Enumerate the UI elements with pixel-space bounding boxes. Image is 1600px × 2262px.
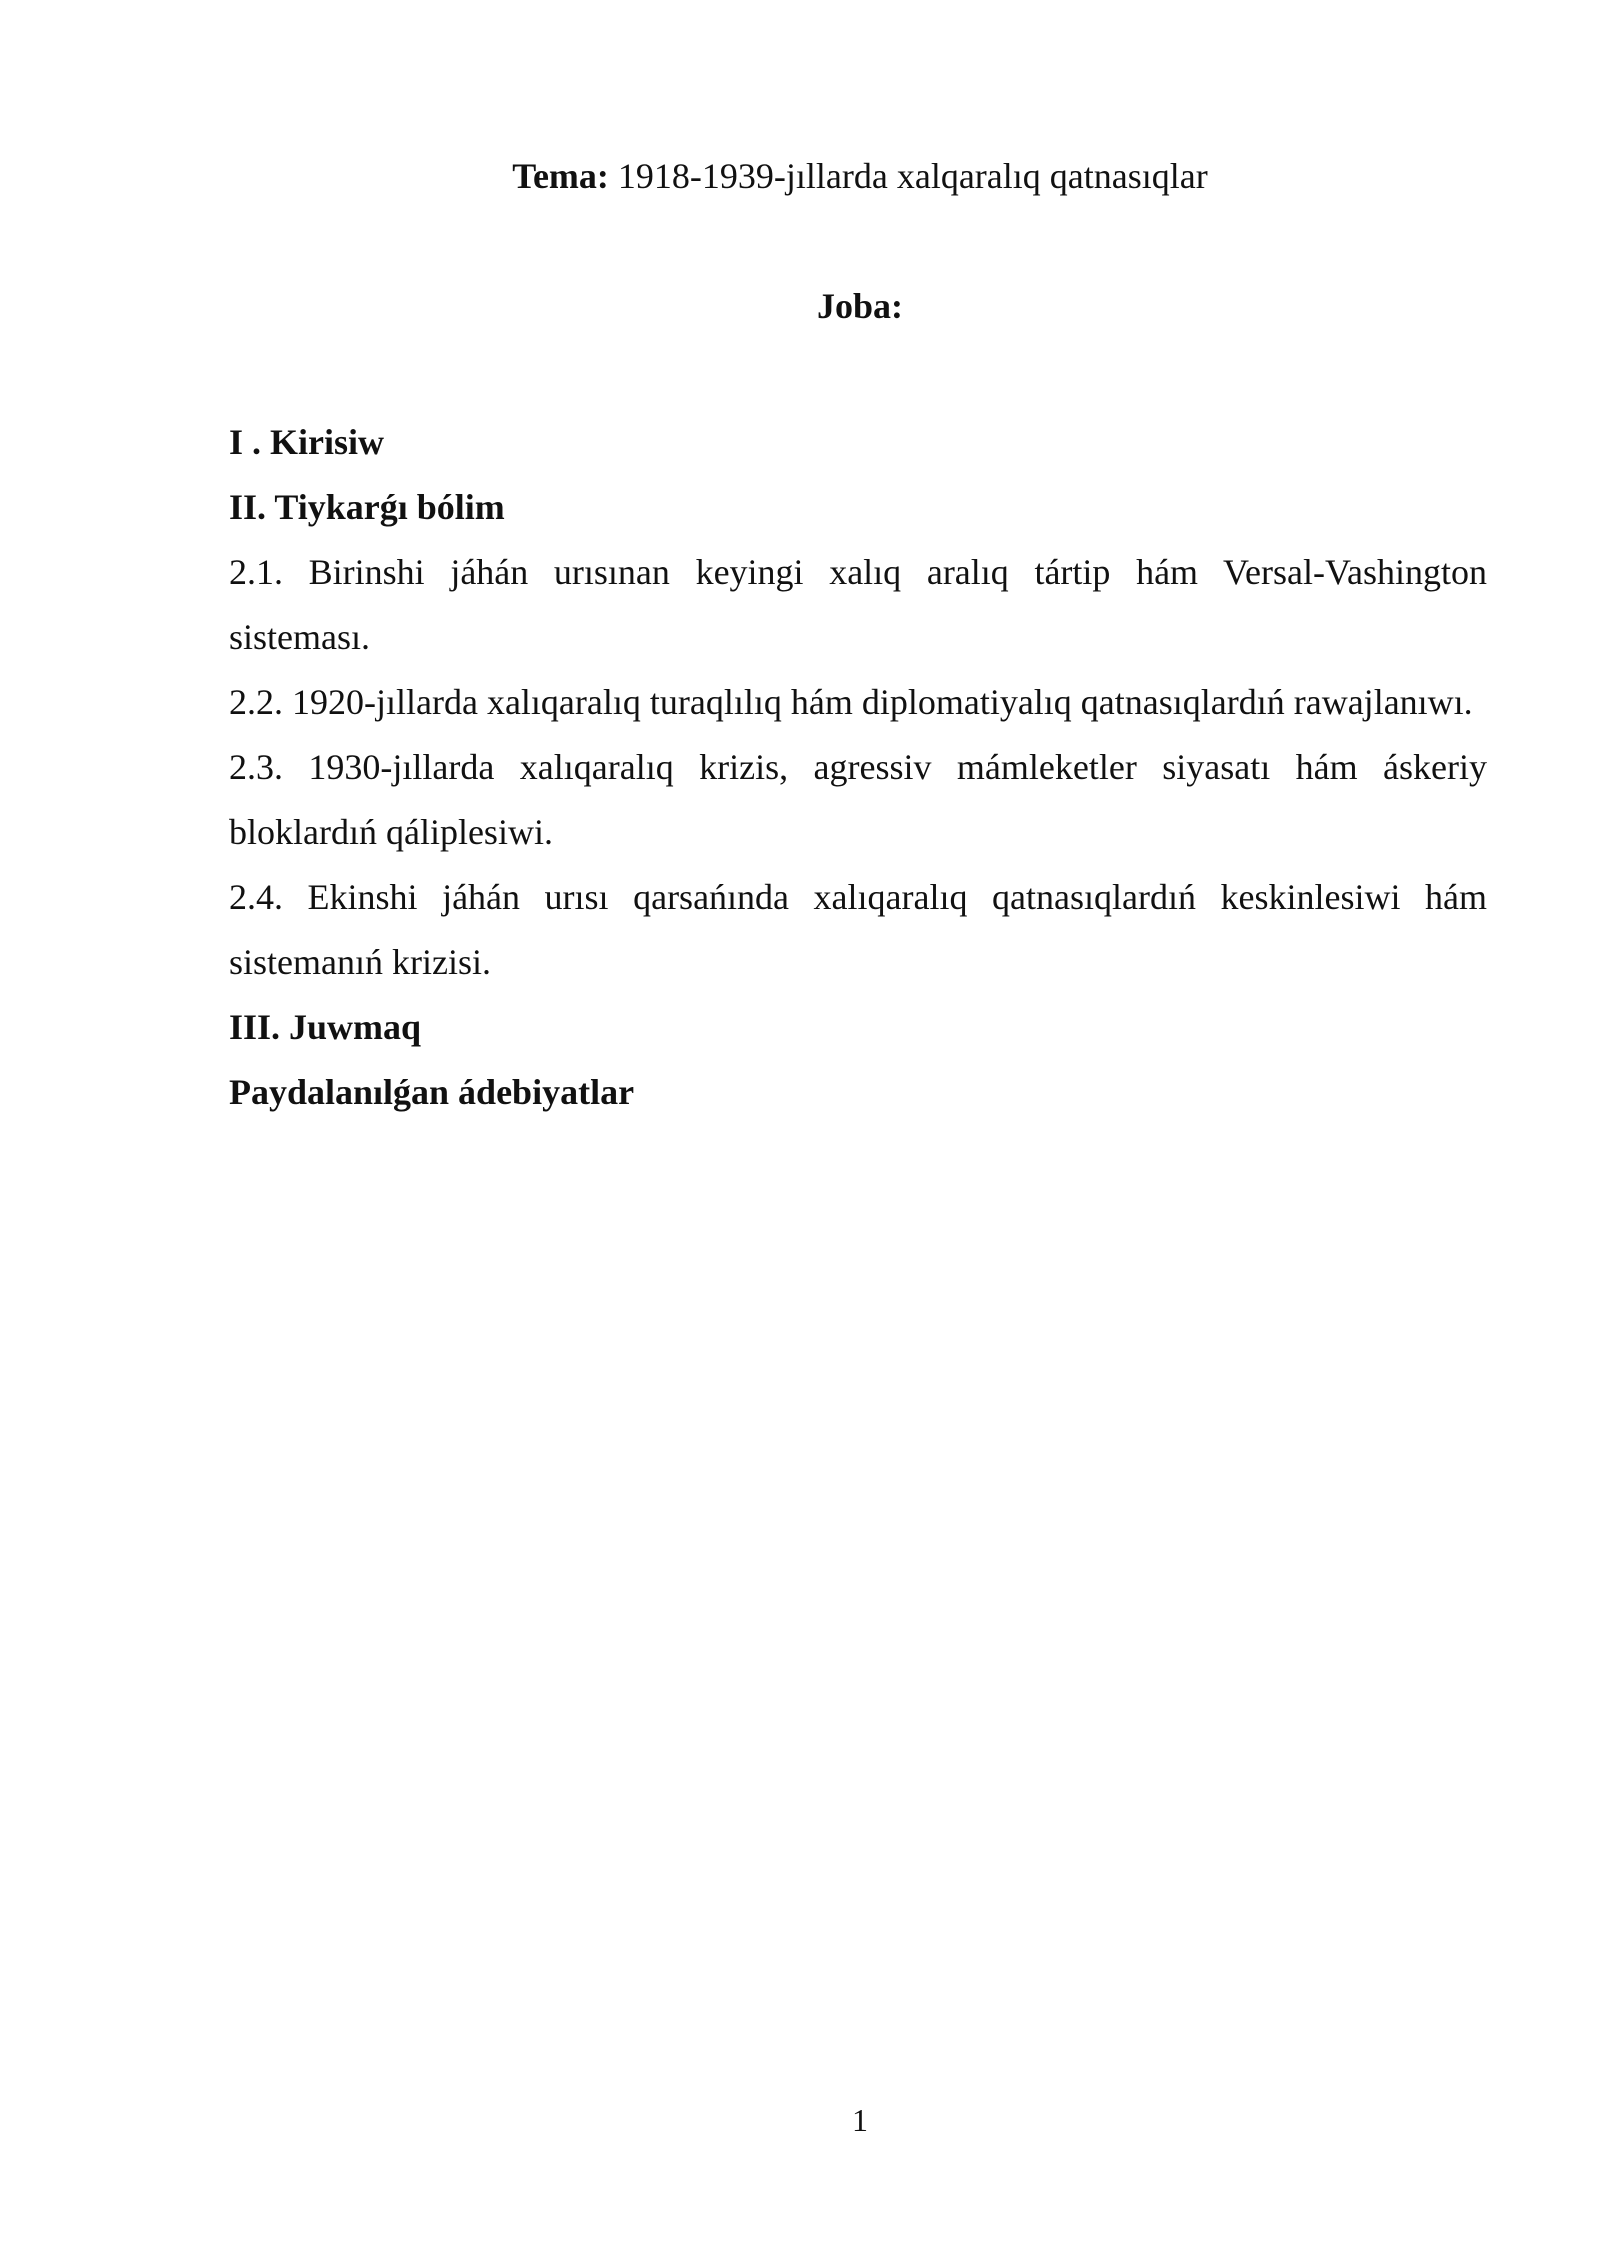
- toc-item-2-2: 2.2. 1920-jıllarda xalıqaralıq turaqlılıq hám diplomatiyalıq qatnasıqlardıń rawajlanıwı.: [229, 682, 1473, 722]
- toc-item-2-3: 2.3. 1930-jıllarda xalıqaralıq krizis, agressiv mámleketler siyasatı hám áskeriy bloklardıń qáliplesiwi.: [229, 747, 1487, 852]
- title-text: 1918-1939-jıllarda xalqaralıq qatnasıqlar: [617, 156, 1208, 196]
- toc-intro: I . Kirisiw: [229, 422, 385, 462]
- toc-references: Paydalanılǵan ádebiyatlar: [229, 1072, 635, 1112]
- toc-item-2-1: 2.1. Birinshi jáhán urısınan keyingi xalıq aralıq tártip hám Versal-Vashington sisteması.: [229, 552, 1487, 657]
- table-of-contents: [229, 410, 1487, 1125]
- toc-conclusion: III. Juwmaq: [229, 1007, 422, 1047]
- toc-item-2-4: 2.4. Ekinshi jáhán urısı qarsańında xalıqaralıq qatnasıqlardıń keskinlesiwi hám sistemanıń krizisi.: [229, 877, 1487, 982]
- plan-heading: Joba:: [816, 286, 903, 326]
- title-label: Tema:: [512, 156, 609, 196]
- toc-main-part: II. Tiykarǵı bólim: [229, 487, 505, 527]
- page-number: 1: [852, 2102, 868, 2138]
- document-title: [0, 150, 1600, 202]
